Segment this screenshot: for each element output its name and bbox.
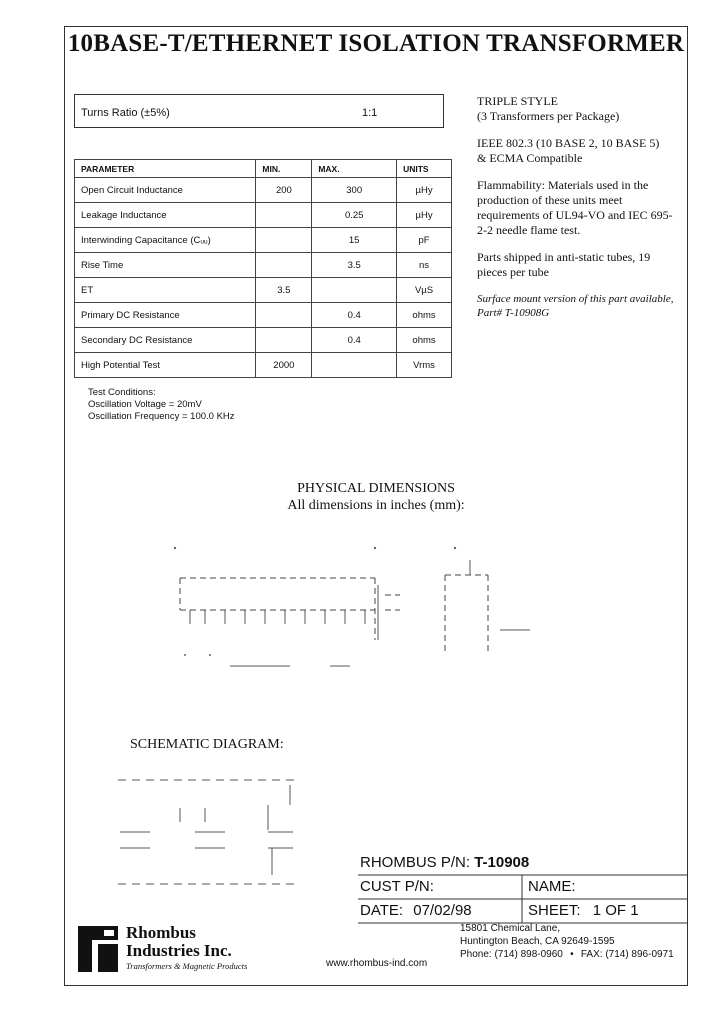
document-title: 10BASE-T/ETHERNET ISOLATION TRANSFORMER bbox=[67, 30, 685, 57]
cell-parameter: ET bbox=[75, 278, 256, 303]
cell-max: 300 bbox=[312, 178, 397, 203]
cell-max: 0.25 bbox=[312, 203, 397, 228]
bullet-separator-icon: • bbox=[570, 949, 574, 960]
name-label: NAME: bbox=[528, 878, 576, 895]
cell-units: ohms bbox=[397, 328, 452, 353]
cell-max: 0.4 bbox=[312, 303, 397, 328]
cell-units: Vrms bbox=[397, 353, 452, 378]
cell-parameter: Rise Time bbox=[75, 253, 256, 278]
cell-min: 3.5 bbox=[256, 278, 312, 303]
ecma-note: & ECMA Compatible bbox=[477, 151, 583, 165]
date-row bbox=[360, 902, 472, 919]
physical-heading: PHYSICAL DIMENSIONS bbox=[297, 481, 455, 496]
smt-note: Surface mount version of this part available, Part# T-10908G bbox=[477, 293, 674, 319]
cell-units: ns bbox=[397, 253, 452, 278]
sheet-row bbox=[528, 902, 639, 919]
cell-min: 200 bbox=[256, 178, 312, 203]
rhombus-pn-row bbox=[360, 854, 529, 871]
company-address bbox=[460, 922, 674, 961]
cust-pn-label: CUST P/N: bbox=[360, 878, 434, 895]
sheet-label: SHEET: bbox=[528, 902, 581, 919]
cell-units: µHy bbox=[397, 178, 452, 203]
rhombus-pn-value: T-10908 bbox=[474, 854, 530, 871]
turns-ratio-value: 1:1 bbox=[362, 107, 378, 119]
company-name-line2: Industries Inc. bbox=[126, 941, 232, 960]
cell-parameter: Open Circuit Inductance bbox=[75, 178, 256, 203]
test-voltage: Oscillation Voltage = 20mV bbox=[88, 399, 202, 410]
cell-max: 15 bbox=[312, 228, 397, 253]
style-note: TRIPLE STYLE bbox=[477, 94, 558, 108]
sheet-value: 1 OF 1 bbox=[592, 902, 639, 919]
contact-line bbox=[460, 948, 674, 961]
flammability-note: Flammability: Materials used in the production of these units meet requirements of UL94-VO and IEC 695-2-2 needle flame test. bbox=[477, 178, 673, 237]
address-line1: 15801 Chemical Lane, bbox=[460, 923, 561, 934]
company-website[interactable]: www.rhombus-ind.com bbox=[326, 958, 428, 969]
fax-number: FAX: (714) 896-0971 bbox=[580, 949, 674, 960]
col-max: MAX. bbox=[312, 160, 397, 178]
phone-number: Phone: (714) 898-0960 bbox=[460, 949, 563, 960]
turns-ratio-label: Turns Ratio (±5%) bbox=[81, 107, 170, 119]
schematic-heading: SCHEMATIC DIAGRAM: bbox=[130, 737, 284, 752]
shipping-note: Parts shipped in anti-static tubes, 19 pieces per tube bbox=[477, 250, 651, 279]
cell-parameter: Primary DC Resistance bbox=[75, 303, 256, 328]
date-value: 07/02/98 bbox=[413, 902, 472, 919]
date-label: DATE: bbox=[360, 902, 404, 919]
col-min: MIN. bbox=[256, 160, 312, 178]
cell-parameter: High Potential Test bbox=[75, 353, 256, 378]
cell-parameter: Interwinding Capacitance (Cᵤᵤ) bbox=[75, 228, 256, 253]
cell-parameter: Leakage Inductance bbox=[75, 203, 256, 228]
cell-min: 2000 bbox=[256, 353, 312, 378]
test-frequency: Oscillation Frequency = 100.0 KHz bbox=[88, 411, 235, 422]
cell-units: ohms bbox=[397, 303, 452, 328]
physical-subheading: All dimensions in inches (mm): bbox=[287, 498, 465, 513]
rhombus-logo-icon bbox=[78, 926, 122, 972]
company-name-line1: Rhombus bbox=[126, 923, 196, 942]
cell-units: pF bbox=[397, 228, 452, 253]
style-note-detail: (3 Transformers per Package) bbox=[477, 109, 620, 123]
cell-units: VµS bbox=[397, 278, 452, 303]
rhombus-pn-label: RHOMBUS P/N: bbox=[360, 854, 471, 871]
ieee-note: IEEE 802.3 (10 BASE 2, 10 BASE 5) bbox=[477, 136, 660, 150]
col-units: UNITS bbox=[397, 160, 452, 178]
cell-units: µHy bbox=[397, 203, 452, 228]
cell-max: 3.5 bbox=[312, 253, 397, 278]
cell-max: 0.4 bbox=[312, 328, 397, 353]
col-parameter: PARAMETER bbox=[75, 160, 256, 178]
cell-parameter: Secondary DC Resistance bbox=[75, 328, 256, 353]
company-name bbox=[126, 924, 232, 960]
test-conditions-heading: Test Conditions: bbox=[88, 387, 156, 398]
address-line2: Huntington Beach, CA 92649-1595 bbox=[460, 936, 615, 947]
company-tagline: Transformers & Magnetic Products bbox=[126, 961, 248, 971]
